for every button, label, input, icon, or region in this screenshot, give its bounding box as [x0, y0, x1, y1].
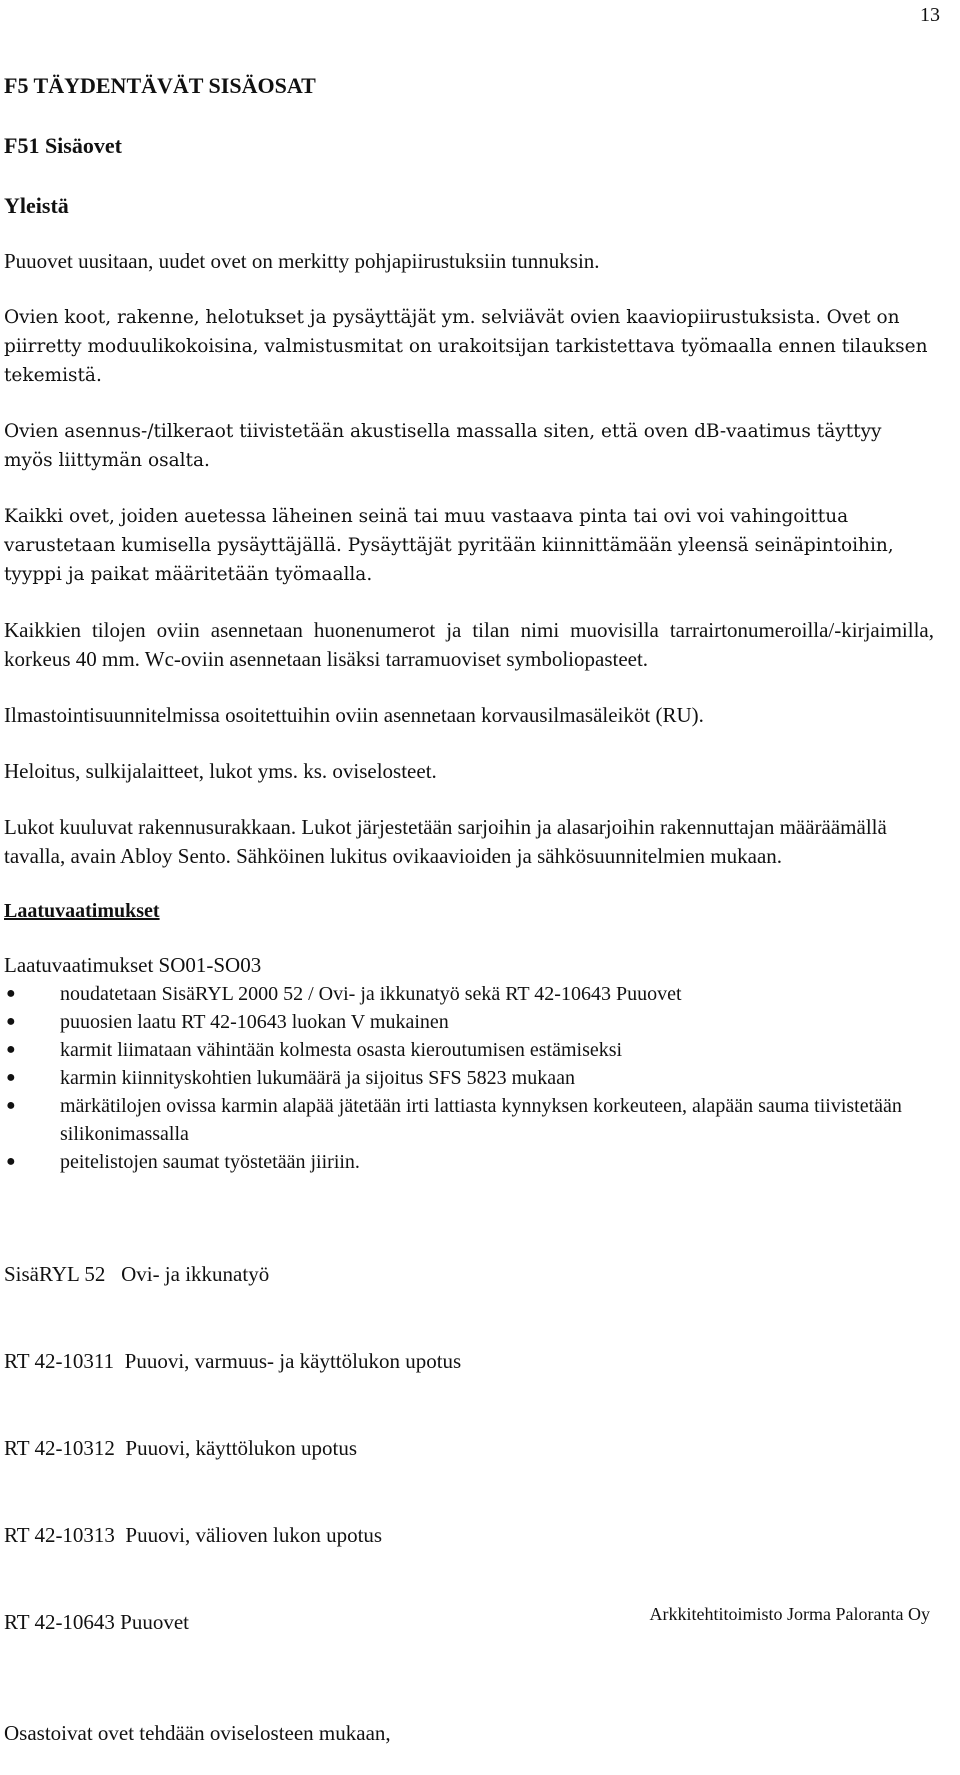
quality-bullet-list: [4, 980, 934, 1176]
reference-item: RT 42-10313 Puuovi, välioven lukon upotus: [4, 1523, 383, 1547]
main-heading: F5 TÄYDENTÄVÄT SISÄOSAT: [4, 73, 316, 98]
paragraph-5: Kaikkien tilojen oviin asennetaan huonenumerot ja tilan nimi muovisilla tarrairtonumeroilla/-kirjaimilla, korkeus 40 mm. Wc-oviin asennetaan lisäksi tarramuoviset symboliopasteet.: [4, 618, 934, 671]
bullet-icon: ●: [6, 1041, 16, 1058]
paragraph-3: Ovien asennus-/tilkeraot tiivistetään akustisella massalla siten, että oven dB-vaatimus täyttyy myös liittymän osalta.: [4, 421, 882, 471]
sub-heading: F51 Sisäovet: [4, 133, 122, 158]
list-item: ● peitelistojen saumat työstetään jiiriin.: [4, 1148, 934, 1176]
footer-company: Arkkitehtitoimisto Jorma Paloranta Oy: [649, 1604, 930, 1624]
list-item: ● puuosien laatu RT 42-10643 luokan V mukainen: [4, 1008, 934, 1036]
quality-heading: Laatuvaatimukset: [4, 900, 160, 922]
list-item: ● märkätilojen ovissa karmin alapää jätetään irti lattiasta kynnyksen korkeuteen, alapään sauma tiivistetään silikonimassalla: [4, 1092, 934, 1148]
bullet-icon: ●: [6, 1153, 16, 1170]
bullet-icon: ●: [6, 985, 16, 1002]
bullet-icon: ●: [6, 1013, 16, 1030]
document-body: [4, 72, 934, 1775]
reference-item: RT 42-10643 Puuovet: [4, 1610, 190, 1634]
paragraph-8: Lukot kuuluvat rakennusurakkaan. Lukot järjestetään sarjoihin ja alasarjoihin rakennuttajan määräämällä tavalla, avain Abloy Sento. Sähköinen lukitus ovikaavioiden ja sähkösuunnitelmien mukaan.: [4, 815, 887, 868]
list-item: ● karmin kiinnityskohtien lukumäärä ja sijoitus SFS 5823 mukaan: [4, 1064, 934, 1092]
paragraph-6: Ilmastointisuunnitelmissa osoitettuihin oviin asennetaan korvausilmasäleiköt (RU).: [4, 703, 704, 727]
paragraph-2: Ovien koot, rakenne, helotukset ja pysäyttäjät ym. selviävät ovien kaaviopiirustuksista. Ovet on piirretty moduulikokoisina, valmistusmitat on urakoitsijan tarkistettava työmaalla ennen tilauksen tekemistä.: [4, 307, 928, 386]
reference-item: RT 42-10311 Puuovi, varmuus- ja käyttölukon upotus: [4, 1349, 462, 1373]
bullet-icon: ●: [6, 1069, 16, 1086]
reference-item: SisäRYL 52 Ovi- ja ikkunatyö: [4, 1262, 270, 1286]
closing-paragraph: Osastoivat ovet tehdään oviselosteen mukaan,: [4, 1721, 391, 1745]
reference-item: RT 42-10312 Puuovi, käyttölukon upotus: [4, 1436, 358, 1460]
quality-intro: Laatuvaatimukset SO01-SO03: [4, 953, 262, 977]
section-heading: Yleistä: [4, 193, 69, 218]
list-item: ● karmit liimataan vähintään kolmesta osasta kieroutumisen estämiseksi: [4, 1036, 934, 1064]
list-item: ● noudatetaan SisäRYL 2000 52 / Ovi- ja ikkunatyö sekä RT 42-10643 Puuovet: [4, 980, 934, 1008]
bullet-icon: ●: [6, 1097, 16, 1114]
paragraph-4: Kaikki ovet, joiden auetessa läheinen seinä tai muu vastaava pinta tai ovi voi vahingoittua varustetaan kumisella pysäyttäjällä. Pysäyttäjät pyritään kiinnittämään yleensä seinäpintoihin, tyyppi ja paikat määritetään työmaalla.: [4, 506, 894, 585]
paragraph-7: Heloitus, sulkijalaitteet, lukot yms. ks. oviselosteet.: [4, 759, 437, 783]
paragraph-1: Puuovet uusitaan, uudet ovet on merkitty pohjapiirustuksiin tunnuksin.: [4, 249, 600, 273]
page-number: 13: [920, 4, 940, 26]
